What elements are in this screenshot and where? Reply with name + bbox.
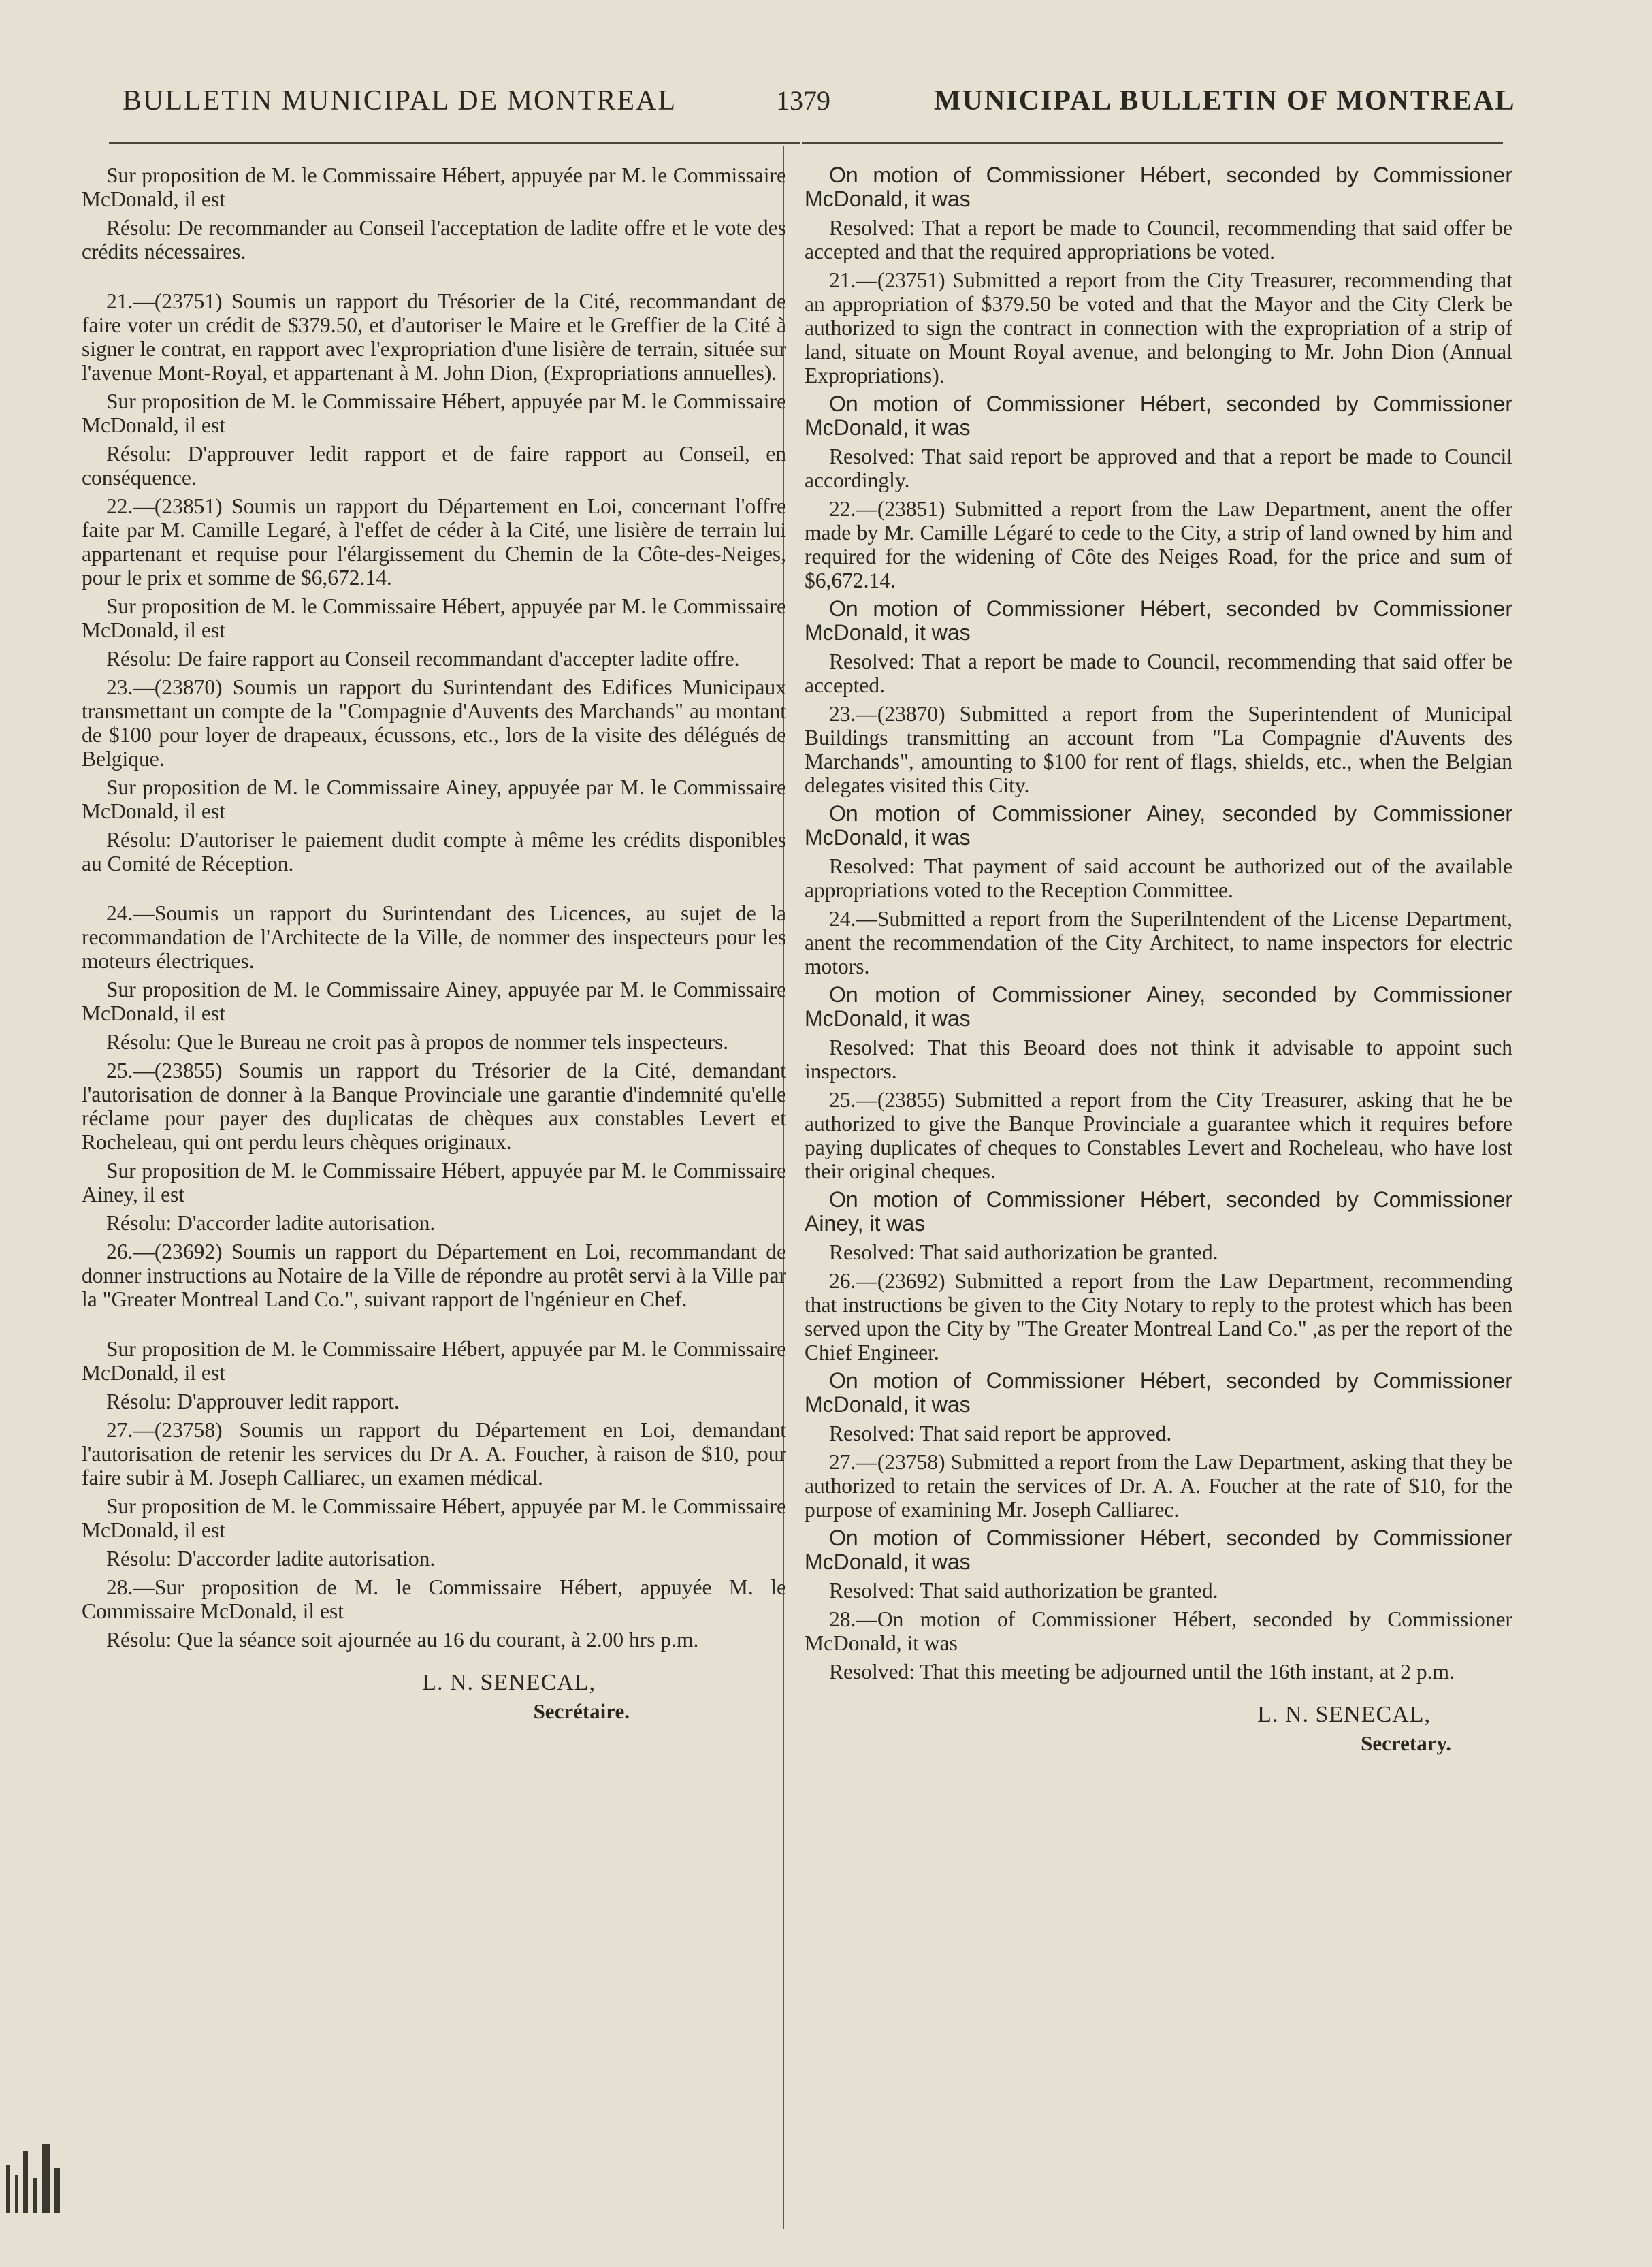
paragraph: Resolved: That a report be made to Council, recommending that said offer be accepted and that the required appropriations be voted. [805, 216, 1512, 263]
paragraph: 21.—(23751) Soumis un rapport du Trésorier de la Cité, recommandant de faire voter un crédit de $379.50, et d'autoriser le Maire et le Greffier de la Cité à signer le contrat, en rapport avec l'expropriation d'une lisière de terrain, située sur l'avenue Mont-Royal, et appartenant à M. John Dion, (Expropriations annuelles). [82, 289, 786, 385]
paragraph: Resolved: That payment of said account be authorized out of the available appropriations voted to the Reception Committee. [805, 854, 1512, 902]
paragraph: Resolved: That this Beoard does not think it advisable to appoint such inspectors. [805, 1035, 1512, 1083]
paragraph: 22.—(23851) Submitted a report from the Law Department, anent the offer made by Mr. Camille Légaré to cede to the City, a strip of land owned by him and required for the widening of Côte des Neiges Road, for the price and sum of $6,672.14. [805, 497, 1512, 592]
paragraph: Sur proposition de M. le Commissaire Hébert, appuyée par M. le Commissaire McDonald, il est [82, 163, 786, 211]
paragraph: 24.—Submitted a report from the Superilntendent of the License Department, anent the recommendation of the City Architect, to name inspectors for electric motors. [805, 907, 1512, 978]
header-rule-left [109, 142, 800, 144]
paragraph: Resolved: That said authorization be granted. [829, 1240, 1218, 1264]
paragraph: Sur proposition de M. le Commissaire Hébert, appuyée par M. le Commissaire McDonald, il est [82, 1337, 786, 1385]
signature-name: L. N. SENECAL, [422, 1670, 596, 1695]
paragraph: Résolu: D'approuver ledit rapport et de faire rapport au Conseil, en conséquence. [82, 442, 786, 489]
paragraph: Résolu: De faire rapport au Conseil recommandant d'accepter ladite offre. [106, 647, 740, 671]
paragraph: 23.—(23870) Submitted a report from the Superintendent of Municipal Buildings transmitting an account from "La Compagnie d'Auvents des Marchands", amounting to $100 for rent of flags, shields, etc., when the Belgian delegates visited this City. [805, 702, 1512, 797]
paragraph: Sur proposition de M. le Commissaire Hébert, appuyée par M. le Commissaire Ainey, il est [82, 1159, 786, 1206]
paragraph: 28.—Sur proposition de M. le Commissaire Hébert, appuyée M. le Commissaire McDonald, il est [82, 1575, 786, 1623]
paragraph: 28.—On motion of Commissioner Hébert, seconded by Commissioner McDonald, it was [805, 1607, 1512, 1655]
english-column [805, 163, 1512, 1760]
paragraph: Sur proposition de M. le Commissaire Hébert, appuyée par M. le Commissaire McDonald, il est [82, 389, 786, 437]
paragraph: On motion of Commissioner Hébert, seconded by Commissioner McDonald, it was [805, 1368, 1512, 1417]
paragraph: On motion of Commissioner Hébert, seconded by Commissioner McDonald, it was [805, 1526, 1512, 1574]
paragraph: 22.—(23851) Soumis un rapport du Département en Loi, concernant l'offre faite par M. Camille Legaré, à l'effet de céder à la Cité, une lisière de terrain lui appartenant et requise pour l'élargissement du Chemin de la Côte-des-Neiges, pour le prix et somme de $6,672.14. [82, 494, 786, 590]
paragraph: On motion of Commissioner Ainey, seconded by Commissioner McDonald, it was [805, 982, 1512, 1031]
paragraph: Résolu: D'accorder ladite autorisation. [106, 1211, 436, 1235]
paragraph: 24.—Soumis un rapport du Surintendant des Licences, au sujet de la recommandation de l'Architecte de la Ville, de nommer des inspecteurs pour les moteurs électriques. [82, 901, 786, 973]
paragraph: 25.—(23855) Submitted a report from the City Treasurer, asking that he be authorized to give the Banque Provinciale a guarantee which it requires before paying duplicates of cheques to Constables Levert and Rocheleau, who have lost their original cheques. [805, 1088, 1512, 1183]
paragraph: Résolu: Que la séance soit ajournée au 16 du courant, à 2.00 hrs p.m. [106, 1628, 699, 1652]
paragraph: Sur proposition de M. le Commissaire Hébert, appuyée par M. le Commissaire McDonald, il est [82, 594, 786, 642]
page-header [0, 84, 1652, 132]
paragraph: Résolu: De recommander au Conseil l'acceptation de ladite offre et le vote des crédits nécessaires. [82, 216, 786, 263]
paragraph: Résolu: D'approuver ledit rapport. [106, 1389, 400, 1413]
paragraph: Résolu: Que le Bureau ne croit pas à propos de nommer tels inspecteurs. [106, 1030, 729, 1054]
paragraph: Resolved: That a report be made to Council, recommending that said offer be accepted. [805, 649, 1512, 697]
french-column [82, 163, 786, 1728]
paragraph: On motion of Commissioner Hébert, seconded by Commissioner McDonald, it was [805, 163, 1512, 211]
signature-title: Secrétaire. [533, 1699, 630, 1723]
paragraph: Sur proposition de M. le Commissaire Hébert, appuyée par M. le Commissaire McDonald, il est [82, 1494, 786, 1542]
paragraph: 21.—(23751) Submitted a report from the City Treasurer, recommending that an appropriation of $379.50 be voted and that the Mayor and the City Clerk be authorized to sign the contract in connection with the expropriation of a strip of land, situate on Mount Royal avenue, and belonging to Mr. John Dion (Annual Expropriations). [805, 268, 1512, 387]
paragraph: 25.—(23855) Soumis un rapport du Trésorier de la Cité, demandant l'autorisation de donner à la Banque Provinciale une garantie d'indemnité qu'elle réclame pour payer des duplicatas de chèques aux constables Levert et Rocheleau, qui ont perdu leurs chèques originaux. [82, 1059, 786, 1154]
header-english-title: MUNICIPAL BULLETIN OF MONTREAL [934, 85, 1516, 116]
signature-name: L. N. SENECAL, [1257, 1702, 1431, 1727]
header-french-title: BULLETIN MUNICIPAL DE MONTREAL [123, 85, 677, 116]
paragraph: 26.—(23692) Submitted a report from the Law Department, recommending that instructions be given to the City Notary to reply to the protest which has been served upon the City by "The Greater Montreal Land Co." ,as per the report of the Chief Engineer. [805, 1269, 1512, 1364]
paragraph: Resolved: That said authorization be granted. [829, 1579, 1218, 1603]
paragraph: 26.—(23692) Soumis un rapport du Département en Loi, recommandant de donner instructions au Notaire de la Ville de répondre au protêt servi à la Ville par la "Greater Montreal Land Co.", suivant rapport de l'ngénieur en Chef. [82, 1240, 786, 1311]
paragraph: Resolved: That said report be approved. [829, 1421, 1172, 1445]
paragraph: On motion of Commissioner Hébert, seconded bv Commissioner McDonald, it was [805, 596, 1512, 645]
paragraph: Résolu: D'accorder ladite autorisation. [106, 1547, 436, 1571]
paragraph: 27.—(23758) Submitted a report from the Law Department, asking that they be authorized to retain the services of Dr. A. A. Foucher at the rate of $10, for the purpose of examining Mr. Joseph Calliarec. [805, 1450, 1512, 1522]
header-rule-right [802, 142, 1503, 144]
paragraph: Sur proposition de M. le Commissaire Ainey, appuyée par M. le Commissaire McDonald, il est [82, 775, 786, 823]
paragraph: Sur proposition de M. le Commissaire Ainey, appuyée par M. le Commissaire McDonald, il est [82, 978, 786, 1025]
signature-title: Secretary. [1361, 1731, 1451, 1755]
paragraph: On motion of Commissioner Hébert, seconded by Commissioner Ainey, it was [805, 1187, 1512, 1236]
paragraph: 27.—(23758) Soumis un rapport du Département en Loi, demandant l'autorisation de retenir les services du Dr A. A. Foucher, à raison de $10, pour faire subir à M. Joseph Calliarec, un examen médical. [82, 1418, 786, 1490]
paragraph: On motion of Commissioner Ainey, seconded by Commissioner McDonald, it was [805, 801, 1512, 850]
paragraph: 23.—(23870) Soumis un rapport du Surintendant des Edifices Municipaux transmettant un compte de la "Compagnie d'Auvents des Marchands" au montant de $100 pour loyer de drapeaux, écussons, etc., lors de la visite des délégués de Belgique. [82, 675, 786, 771]
paragraph: On motion of Commissioner Hébert, seconded by Commissioner McDonald, it was [805, 391, 1512, 440]
paragraph: Resolved: That this meeting be adjourned until the 16th instant, at 2 p.m. [829, 1660, 1455, 1684]
binding-mark [3, 2138, 71, 2219]
paragraph: Resolved: That said report be approved and that a report be made to Council accordingly. [805, 445, 1512, 492]
paragraph: Résolu: D'autoriser le paiement dudit compte à même les crédits disponibles au Comité de Réception. [82, 828, 786, 875]
page-number: 1379 [776, 85, 830, 116]
